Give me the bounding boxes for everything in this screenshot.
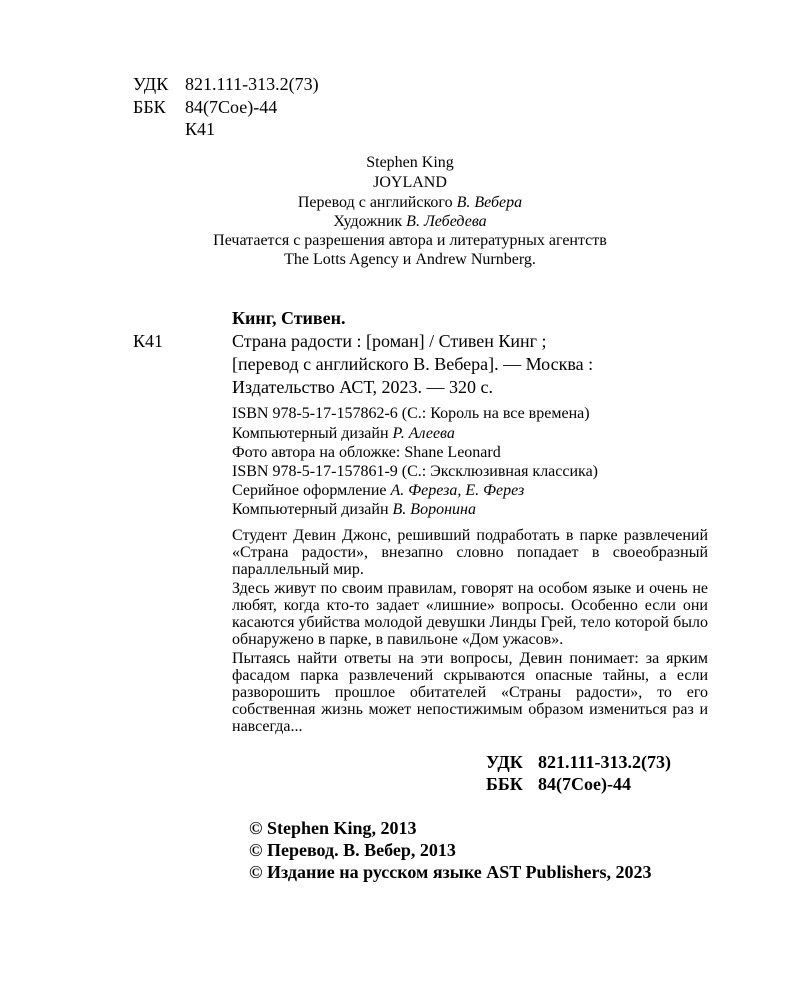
bib-description-line-2: [перевод с английского В. Вебера]. — Москва : — [232, 354, 594, 374]
copyright-line-2: © Перевод. В. Вебер, 2013 — [249, 840, 456, 860]
translator-credit — [100, 194, 720, 212]
annotation-paragraph-2: Здесь живут по своим правилам, говорят на особом языке и очень не любят, когда кто-то задает «лишние» вопросы. Особенно если они касаются убийства молодой девушки Линды Грей, тело которой было обнаружено в парке, в павильоне «Дом ужасов». — [232, 580, 708, 648]
annotation-paragraph-1: Студент Девин Джонс, решивший подработать в парке развлечений «Страна радости», внезапно словно попадает в своеобразный параллельный мир. — [232, 527, 708, 578]
udk-value-bottom: 821.111-313.2(73) — [538, 752, 671, 772]
original-title: JOYLAND — [373, 174, 447, 191]
bbk-label: ББК — [133, 97, 166, 117]
udk-line-top — [133, 74, 319, 95]
isbn-2: ISBN 978-5-17-157861-9 (С.: Эксклюзивная классика) — [232, 463, 599, 480]
artist-credit — [100, 213, 720, 231]
permission-line-1: Печатается с разрешения автора и литературных агентств — [213, 232, 607, 249]
artist-prefix: Художник — [333, 213, 403, 230]
series-design-credit — [232, 482, 524, 500]
series-prefix: Серийное оформление — [232, 482, 387, 499]
translator-prefix: Перевод с английского — [297, 194, 453, 211]
author-mark: К41 — [133, 331, 164, 351]
udk-label-bottom: УДК — [486, 752, 523, 772]
author-mark-top: К41 — [185, 119, 216, 139]
design-2-name: В. Воронина — [392, 501, 476, 518]
original-author: Stephen King — [366, 154, 454, 171]
bbk-line-bottom — [486, 774, 631, 795]
bbk-value: 84(7Сое)-44 — [185, 97, 278, 117]
bbk-value-bottom: 84(7Сое)-44 — [538, 774, 631, 794]
copyright-line-1: © Stephen King, 2013 — [249, 818, 417, 838]
isbn-1: ISBN 978-5-17-157862-6 (С.: Король на все времена) — [232, 405, 590, 422]
udk-line-bottom — [486, 752, 671, 773]
design-credit-2 — [232, 501, 476, 519]
design-credit-1 — [232, 425, 455, 443]
artist-name: В. Лебедева — [406, 213, 487, 230]
translator-name: В. Вебера — [456, 194, 523, 211]
copyright-line-3: © Издание на русском языке AST Publishers, 2023 — [249, 862, 652, 882]
bbk-label-bottom: ББК — [486, 774, 523, 794]
photo-credit: Фото автора на обложке: Shane Leonard — [232, 444, 501, 461]
annotation-paragraph-3: Пытаясь найти ответы на эти вопросы, Девин понимает: за ярким фасадом парка развлечений скрываются опасные тайны, а если разворошить прошлое обитателей «Страны радости», то его собственная жизнь может непостижимым образом измениться раз и навсегда... — [232, 650, 708, 735]
series-names: А. Фереза, Е. Ферез — [390, 482, 525, 499]
udk-label: УДК — [133, 74, 169, 94]
design-2-prefix: Компьютерный дизайн — [232, 501, 389, 518]
permission-line-2: The Lotts Agency и Andrew Nurnberg. — [284, 251, 536, 268]
bib-description-line-1: Страна радости : [роман] / Стивен Кинг ; — [232, 331, 547, 351]
design-1-name: Р. Алеева — [392, 425, 455, 442]
annotation — [232, 527, 708, 735]
bbk-line-top — [133, 97, 277, 118]
design-1-prefix: Компьютерный дизайн — [232, 425, 389, 442]
author-heading: Кинг, Стивен. — [232, 308, 346, 328]
udk-value: 821.111-313.2(73) — [185, 74, 319, 94]
bib-description-line-3: Издательство АСТ, 2023. — 320 с. — [232, 377, 494, 397]
